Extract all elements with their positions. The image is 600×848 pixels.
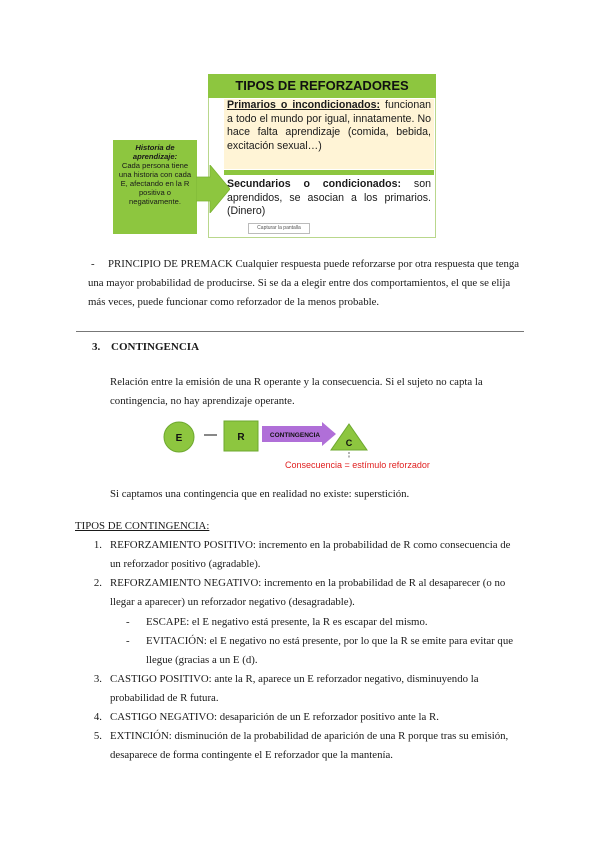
secundarios-text: son aprendidos, se asocian a los primarios. (Dinero): [227, 178, 431, 217]
sub-bullet: -: [126, 635, 130, 647]
historia-title: Historia de aprendizaje:: [132, 143, 178, 161]
list-number: 3.: [93, 673, 102, 685]
section-title: CONTINGENCIA: [111, 341, 200, 353]
arrow-right-icon: [196, 165, 230, 213]
historia-box: [113, 140, 197, 234]
c-label: C: [345, 438, 353, 448]
figure-header: TIPOS DE REFORZADORES: [208, 74, 436, 98]
list-text: CASTIGO NEGATIVO: desaparición de un E reforzador positivo ante la R.: [110, 711, 439, 723]
r-label: R: [237, 432, 245, 443]
primarios-block: [224, 99, 434, 169]
contingency-label: CONTINGENCIA: [269, 432, 321, 439]
primarios-text: funcionan a todo el mundo por igual, innatamente. No hace falta aprendizaje (comida, bebida, excitación sexual…): [227, 99, 431, 152]
relacion-paragraph: Relación entre la emisión de una R operante y la consecuencia. Si el sujeto no capta la contingencia, no hay aprendizaje operante.: [110, 376, 483, 407]
list-item: [82, 727, 522, 761]
sub-bullet: -: [126, 616, 130, 628]
secundarios-block: [224, 176, 434, 222]
supersticion-paragraph: Si captamos una contingencia que en realidad no existe: superstición.: [110, 488, 410, 500]
list-item: [82, 708, 522, 727]
secundarios-label: Secundarios o condicionados:: [227, 178, 402, 190]
consecuencia-label: Consecuencia = estímulo reforzador: [285, 460, 430, 470]
list-item: [82, 574, 522, 608]
e-label: E: [175, 433, 183, 444]
section-divider: [76, 331, 524, 332]
figure-separator: [224, 170, 434, 175]
premack-paragraph: PRINCIPIO DE PREMACK Cualquier respuesta puede reforzarse por otra respuesta que tenga una mayor probabilidad de producirse. Si se da a elegir entre dos comportamientos, el que se elija más veces, puede funcionar como reforzador de la menos probable.: [88, 258, 520, 308]
historia-text: Cada persona tiene una historia con cada E, afectando en la R positiva o negativamente.: [118, 161, 192, 206]
list-number: 4.: [93, 711, 102, 723]
tipos-title: TIPOS DE CONTINGENCIA:: [75, 520, 210, 532]
premack-bullet: -: [91, 258, 95, 270]
list-text: REFORZAMIENTO NEGATIVO: incremento en la probabilidad de R al desaparecer (o no llegar a aparecer) un reforzador negativo (desagradable).: [110, 577, 506, 608]
list-item: [82, 536, 522, 570]
list-item: [82, 670, 522, 704]
sub-list-text: ESCAPE: el E negativo está presente, la R es escapar del mismo.: [146, 616, 428, 628]
primarios-label: Primarios o incondicionados:: [227, 99, 381, 111]
sub-list-text: EVITACIÓN: el E negativo no está presente, por lo que la R se emite para evitar que llegue (gracias a un E (d).: [146, 635, 514, 666]
contingency-diagram: [160, 418, 370, 458]
capture-link[interactable]: Capturar la pantalla: [248, 223, 310, 234]
list-text: EXTINCIÓN: disminución de la probabilidad de aparición de una R porque tras su emisión, desaparece de forma contingente el E reforzador que la mantenía.: [110, 730, 509, 761]
list-number: 5.: [93, 730, 102, 742]
list-number: 2.: [93, 577, 102, 589]
section-number: 3.: [92, 341, 101, 353]
list-text: REFORZAMIENTO POSITIVO: incremento en la probabilidad de R como consecuencia de un reforzador positivo (agradable).: [110, 539, 511, 570]
section-heading: [92, 341, 199, 353]
list-text: CASTIGO POSITIVO: ante la R, aparece un E reforzador negativo, disminuyendo la probabilidad de R futura.: [110, 673, 479, 704]
list-number: 1.: [93, 539, 102, 551]
